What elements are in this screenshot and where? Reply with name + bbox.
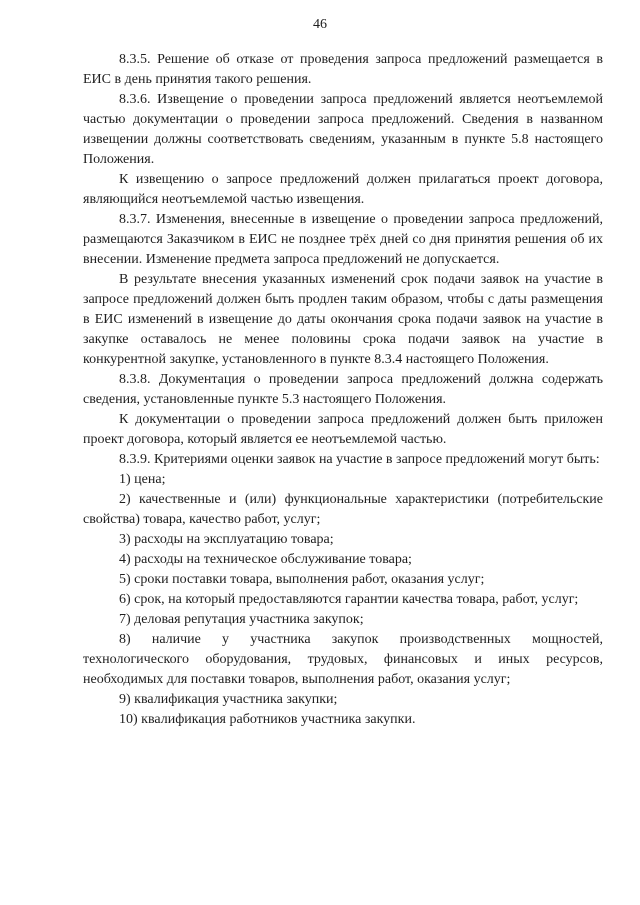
criteria-item-9: 9) квалификация участника закупки; (119, 692, 338, 707)
paragraph-deadline-extension: В результате внесения указанных изменений срок подачи заявок на участие в запросе предложений должен быть продлен таким образом, чтобы с даты размещения в ЕИС изменений в извещение до даты окончания срока подачи заявок на участие в закупке оставалось не менее половины срока подачи заявок на участие в конкурентной закупке, установленного в пункте 8.3.4 настоящего Положения. (83, 272, 603, 367)
criteria-item-7: 7) деловая репутация участника закупок; (119, 612, 364, 627)
criteria-item-3: 3) расходы на эксплуатацию товара; (119, 532, 334, 547)
paragraph-8-3-5: 8.3.5. Решение об отказе от проведения запроса предложений размещается в ЕИС в день принятия такого решения. (83, 52, 603, 87)
paragraph-documentation-draft-contract: К документации о проведении запроса предложений должен быть приложен проект договора, который является ее неотъемлемой частью. (83, 412, 603, 447)
criteria-item-10: 10) квалификация работников участника закупки. (119, 712, 416, 727)
paragraph-8-3-9: 8.3.9. Критериями оценки заявок на участие в запросе предложений могут быть: (119, 452, 600, 467)
criteria-item-4: 4) расходы на техническое обслуживание товара; (119, 552, 412, 567)
paragraph-8-3-8: 8.3.8. Документация о проведении запроса предложений должна содержать сведения, установленные пункте 5.3 настоящего Положения. (83, 372, 603, 407)
document-body (83, 50, 603, 730)
paragraph-notice-draft-contract: К извещению о запросе предложений должен прилагаться проект договора, являющийся неотъемлемой частью извещения. (83, 172, 603, 207)
criteria-item-8: 8) наличие у участника закупок производственных мощностей, технологического оборудования, трудовых, финансовых и иных ресурсов, необходимых для поставки товаров, выполнения работ, оказания услуг; (83, 632, 603, 687)
paragraph-8-3-6: 8.3.6. Извещение о проведении запроса предложений является неотъемлемой частью документации о проведении запроса предложений. Сведения в названном извещении должны соответствовать сведениям, указанным в пункте 5.8 настоящего Положения. (83, 92, 603, 167)
paragraph-8-3-7: 8.3.7. Изменения, внесенные в извещение о проведении запроса предложений, размещаются Заказчиком в ЕИС не позднее трёх дней со дня принятия решения об их внесении. Изменение предмета запроса предложений не допускается. (83, 212, 603, 267)
page-number: 46 (313, 17, 327, 32)
criteria-item-2: 2) качественные и (или) функциональные характеристики (потребительские свойства) товара, качество работ, услуг; (83, 492, 603, 527)
criteria-item-5: 5) сроки поставки товара, выполнения работ, оказания услуг; (119, 572, 485, 587)
criteria-item-6: 6) срок, на который предоставляются гарантии качества товара, работ, услуг; (119, 592, 579, 607)
criteria-item-1: 1) цена; (119, 472, 166, 487)
